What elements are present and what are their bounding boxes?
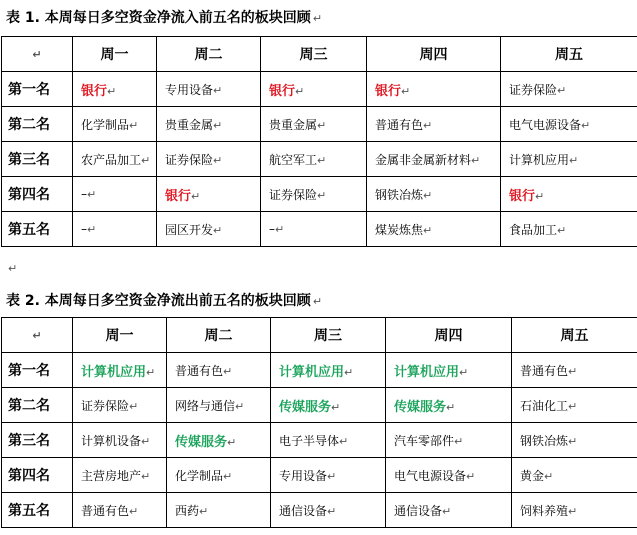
sector-name: 银行 xyxy=(375,83,402,99)
paragraph-mark: ↵ xyxy=(223,364,233,378)
sector-cell xyxy=(512,423,637,458)
sector-cell xyxy=(512,458,637,493)
paragraph-mark: ↵ xyxy=(569,153,579,167)
table-row xyxy=(2,142,637,177)
rank-label: 第二名 xyxy=(2,388,73,423)
paragraph-mark: ↵ xyxy=(87,188,97,201)
sector-name: 石油化工 xyxy=(520,398,569,413)
paragraph-mark: ↵ xyxy=(141,469,151,483)
sector-name: 普通有色 xyxy=(375,117,424,132)
sector-cell xyxy=(73,388,167,423)
paragraph-mark: ↵ xyxy=(213,153,223,167)
inflow-table xyxy=(1,36,637,247)
paragraph-mark: ↵ xyxy=(327,504,337,518)
table1-caption: 表 1. 本周每日多空资金净流入前五名的板块回顾 ↵ xyxy=(6,10,323,26)
sector-cell xyxy=(73,107,157,142)
paragraph-mark: ↵ xyxy=(442,504,452,518)
sector-cell xyxy=(501,142,637,177)
header-day-1: 周一 xyxy=(73,37,157,72)
rank-label: 第五名 xyxy=(2,212,73,247)
sector-name: 主营房地产 xyxy=(81,468,142,483)
paragraph-mark: ↵ xyxy=(295,84,305,98)
table-row xyxy=(2,72,637,107)
header-day-5: 周五 xyxy=(501,37,637,72)
sector-cell xyxy=(501,177,637,212)
paragraph-mark: ↵ xyxy=(107,84,117,98)
sector-name: 证券保险 xyxy=(81,398,130,413)
sector-cell xyxy=(73,177,157,212)
header-day-4: 周四 xyxy=(386,318,512,353)
paragraph-mark: ↵ xyxy=(454,434,464,448)
rank-label: 第三名 xyxy=(2,423,73,458)
sector-name: – xyxy=(81,187,87,201)
sector-cell xyxy=(386,493,512,528)
paragraph-mark: ↵ xyxy=(213,83,223,97)
sector-cell xyxy=(157,142,261,177)
sector-name: 普通有色 xyxy=(81,503,130,518)
sector-name: 计算机应用 xyxy=(394,364,460,380)
sector-cell xyxy=(167,458,271,493)
sector-cell xyxy=(167,493,271,528)
sector-cell xyxy=(367,177,501,212)
sector-name: – xyxy=(81,222,87,236)
sector-cell xyxy=(261,177,367,212)
sector-name: 煤炭炼焦 xyxy=(375,222,424,237)
paragraph-mark: ↵ xyxy=(423,188,433,202)
paragraph-mark: ↵ xyxy=(331,400,341,414)
paragraph-mark: ↵ xyxy=(129,399,139,413)
sector-name: 贵重金属 xyxy=(269,117,318,132)
header-day-2: 周二 xyxy=(167,318,271,353)
rank-label: 第四名 xyxy=(2,177,73,212)
sector-cell xyxy=(367,142,501,177)
table-row xyxy=(2,107,637,142)
sector-name: 农产品加工 xyxy=(81,152,142,167)
sector-name: 计算机应用 xyxy=(509,152,570,167)
paragraph-mark: ↵ xyxy=(423,118,433,132)
paragraph-mark: ↵ xyxy=(327,469,337,483)
sector-cell xyxy=(261,142,367,177)
sector-name: 电子半导体 xyxy=(279,433,340,448)
table-header-row xyxy=(2,37,637,72)
sector-cell xyxy=(271,493,386,528)
sector-cell xyxy=(501,72,637,107)
paragraph-mark: ↵ xyxy=(568,434,578,448)
sector-cell xyxy=(167,388,271,423)
sector-name: 证券保险 xyxy=(509,82,558,97)
sector-cell xyxy=(512,388,637,423)
sector-cell xyxy=(512,353,637,388)
paragraph-mark: ↵ xyxy=(141,434,151,448)
paragraph-mark: ↵ xyxy=(129,118,139,132)
header-day-1: 周一 xyxy=(73,318,167,353)
sector-cell xyxy=(261,107,367,142)
header-day-3: 周三 xyxy=(271,318,386,353)
paragraph-mark: ↵ xyxy=(446,400,456,414)
sector-name: 黄金 xyxy=(520,468,545,483)
table-row xyxy=(2,388,637,423)
sector-name: 园区开发 xyxy=(165,222,214,237)
paragraph-mark: ↵ xyxy=(459,365,469,379)
sector-name: 西药 xyxy=(175,503,200,518)
rank-label: 第五名 xyxy=(2,493,73,528)
sector-name: – xyxy=(269,222,275,236)
sector-name: 钢铁冶炼 xyxy=(375,187,424,202)
paragraph-mark: ↵ xyxy=(191,189,201,203)
table-row xyxy=(2,353,637,388)
sector-cell xyxy=(271,388,386,423)
sector-cell xyxy=(512,493,637,528)
sector-name: 金属非金属新材料 xyxy=(375,152,472,167)
paragraph-mark: ↵ xyxy=(471,153,481,167)
paragraph-mark: ↵ xyxy=(535,189,545,203)
paragraph-mark: ↵ xyxy=(317,118,327,132)
paragraph-mark: ↵ xyxy=(557,223,567,237)
sector-name: 传媒服务 xyxy=(394,399,447,415)
sector-name: 钢铁冶炼 xyxy=(520,433,569,448)
sector-cell xyxy=(367,212,501,247)
sector-name: 计算机应用 xyxy=(81,364,147,380)
sector-cell xyxy=(386,423,512,458)
sector-cell xyxy=(157,177,261,212)
sector-cell xyxy=(271,353,386,388)
sector-cell xyxy=(386,353,512,388)
paragraph-mark: ↵ xyxy=(129,504,139,518)
table-header-row xyxy=(2,318,637,353)
paragraph-mark: ↵ xyxy=(581,118,591,132)
sector-name: 通信设备 xyxy=(279,503,328,518)
sector-cell xyxy=(501,212,637,247)
sector-cell xyxy=(157,72,261,107)
header-day-2: 周二 xyxy=(157,37,261,72)
sector-name: 电气电源设备 xyxy=(394,468,467,483)
header-day-5: 周五 xyxy=(512,318,637,353)
paragraph-mark: ↵ xyxy=(235,399,245,413)
sector-name: 证券保险 xyxy=(165,152,214,167)
sector-cell xyxy=(73,353,167,388)
sector-name: 银行 xyxy=(81,83,108,99)
paragraph-mark: ↵ xyxy=(141,153,151,167)
header-day-3: 周三 xyxy=(261,37,367,72)
paragraph-mark: ↵ xyxy=(275,223,285,236)
paragraph-mark: ↵ xyxy=(466,469,476,483)
paragraph-mark: ↵ xyxy=(317,188,327,202)
sector-name: 化学制品 xyxy=(175,468,224,483)
paragraph-mark: ↵ xyxy=(557,83,567,97)
rank-label: 第四名 xyxy=(2,458,73,493)
sector-name: 食品加工 xyxy=(509,222,558,237)
paragraph-mark: ↵ xyxy=(568,399,578,413)
sector-name: 贵重金属 xyxy=(165,117,214,132)
sector-name: 计算机应用 xyxy=(279,364,345,380)
table-row xyxy=(2,458,637,493)
paragraph-mark: ↵ xyxy=(223,469,233,483)
paragraph-mark: ↵ xyxy=(401,84,411,98)
sector-cell xyxy=(73,458,167,493)
paragraph-mark: ↵ xyxy=(146,365,156,379)
sector-name: 饲料养殖 xyxy=(520,503,569,518)
corner-cell: ↵ xyxy=(2,37,73,72)
paragraph-mark: ↵ xyxy=(213,223,223,237)
sector-cell xyxy=(271,423,386,458)
sector-name: 网络与通信 xyxy=(175,398,236,413)
table-row xyxy=(2,177,637,212)
sector-name: 普通有色 xyxy=(175,363,224,378)
outflow-table xyxy=(1,317,637,528)
sector-name: 证券保险 xyxy=(269,187,318,202)
rank-label: 第三名 xyxy=(2,142,73,177)
sector-cell xyxy=(73,493,167,528)
table2-caption: 表 2. 本周每日多空资金净流出前五名的板块回顾 ↵ xyxy=(6,293,323,309)
header-day-4: 周四 xyxy=(367,37,501,72)
sector-cell xyxy=(271,458,386,493)
sector-name: 通信设备 xyxy=(394,503,443,518)
sector-cell xyxy=(261,72,367,107)
paragraph-mark: ↵ xyxy=(317,153,327,167)
table-row xyxy=(2,212,637,247)
sector-cell xyxy=(386,458,512,493)
table-row xyxy=(2,493,637,528)
sector-cell xyxy=(501,107,637,142)
sector-cell xyxy=(167,423,271,458)
sector-cell xyxy=(73,212,157,247)
sector-cell xyxy=(73,423,167,458)
paragraph-mark: ↵ xyxy=(568,364,578,378)
rank-label: 第一名 xyxy=(2,72,73,107)
sector-name: 计算机设备 xyxy=(81,433,142,448)
sector-cell xyxy=(367,107,501,142)
sector-name: 电气电源设备 xyxy=(509,117,582,132)
sector-name: 传媒服务 xyxy=(279,399,332,415)
corner-cell: ↵ xyxy=(2,318,73,353)
rank-label: 第二名 xyxy=(2,107,73,142)
paragraph-mark: ↵ xyxy=(87,223,97,236)
sector-name: 银行 xyxy=(509,188,536,204)
sector-name: 传媒服务 xyxy=(175,434,228,450)
sector-cell xyxy=(261,212,367,247)
sector-name: 航空军工 xyxy=(269,152,318,167)
paragraph-mark: ↵ xyxy=(344,365,354,379)
paragraph-mark: ↵ xyxy=(8,262,18,275)
sector-cell xyxy=(73,142,157,177)
paragraph-mark: ↵ xyxy=(339,434,349,448)
sector-cell xyxy=(157,107,261,142)
rank-label: 第一名 xyxy=(2,353,73,388)
sector-name: 化学制品 xyxy=(81,117,130,132)
sector-name: 银行 xyxy=(165,188,192,204)
paragraph-mark: ↵ xyxy=(213,118,223,132)
paragraph-mark: ↵ xyxy=(423,223,433,237)
sector-name: 汽车零部件 xyxy=(394,433,455,448)
sector-name: 专用设备 xyxy=(279,468,328,483)
paragraph-mark: ↵ xyxy=(568,504,578,518)
sector-cell xyxy=(157,212,261,247)
sector-cell xyxy=(367,72,501,107)
sector-name: 普通有色 xyxy=(520,363,569,378)
sector-cell xyxy=(386,388,512,423)
sector-name: 银行 xyxy=(269,83,296,99)
sector-cell xyxy=(73,72,157,107)
sector-name: 专用设备 xyxy=(165,82,214,97)
table-row xyxy=(2,423,637,458)
paragraph-mark: ↵ xyxy=(227,435,237,449)
sector-cell xyxy=(167,353,271,388)
paragraph-mark: ↵ xyxy=(544,469,554,483)
paragraph-mark: ↵ xyxy=(199,504,209,518)
